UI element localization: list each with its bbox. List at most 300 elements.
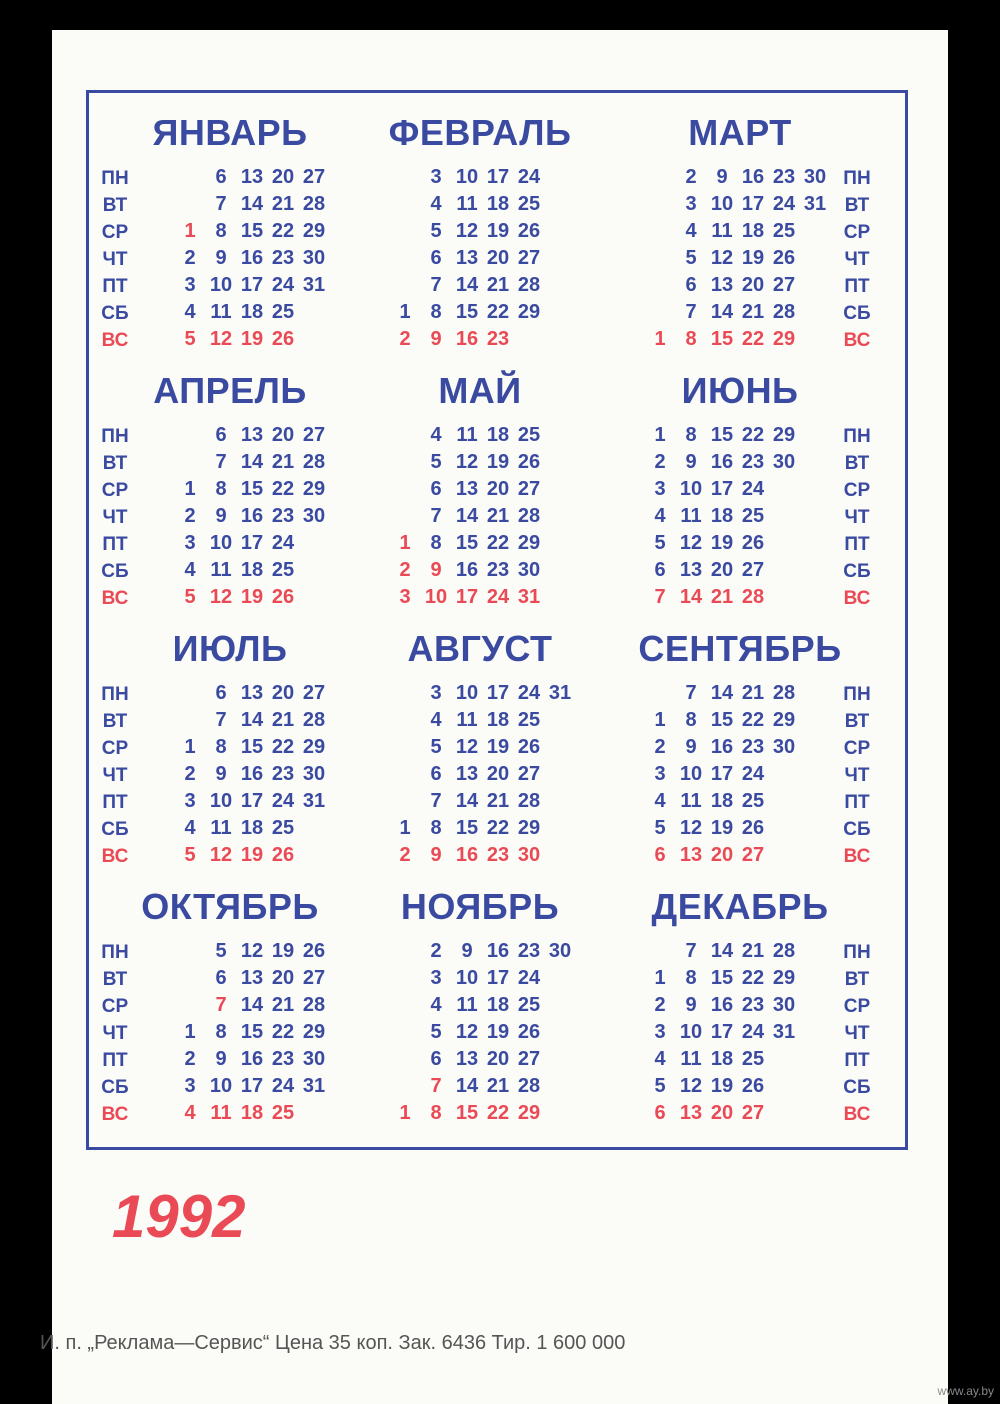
weekday-label: ВС — [843, 846, 871, 867]
day-cell: 18 — [486, 424, 510, 446]
month-name: ФЕВРАЛЬ — [388, 112, 572, 153]
weekday-label: ВС — [101, 846, 129, 867]
day-cell: 4 — [184, 559, 196, 581]
day-cell: 25 — [741, 790, 765, 812]
day-cell: 12 — [209, 586, 233, 608]
day-cell: 20 — [710, 1102, 734, 1124]
day-cell: 7 — [215, 709, 227, 731]
day-cell: 5 — [430, 736, 442, 758]
day-cell: 26 — [517, 220, 541, 242]
day-cell: 14 — [240, 994, 264, 1016]
weekday-label: СР — [843, 996, 871, 1017]
day-cell: 28 — [302, 709, 326, 731]
weekday-label: ВТ — [844, 711, 870, 732]
day-cell: 15 — [455, 1102, 479, 1124]
day-cell: 3 — [184, 1075, 196, 1097]
day-cell: 3 — [685, 193, 697, 215]
day-cell: 25 — [517, 709, 541, 731]
day-cell: 12 — [710, 247, 734, 269]
day-cell: 23 — [271, 763, 295, 785]
day-cell: 26 — [302, 940, 326, 962]
weekday-label: ВС — [843, 588, 871, 609]
month-block — [95, 370, 365, 620]
weekday-label: ПН — [843, 168, 871, 189]
day-cell: 30 — [302, 505, 326, 527]
weekday-label: ПТ — [844, 276, 870, 297]
day-cell: 14 — [240, 709, 264, 731]
day-cell: 6 — [215, 166, 227, 188]
weekday-label: СБ — [101, 1077, 129, 1098]
day-cell: 19 — [710, 1075, 734, 1097]
day-cell: 6 — [215, 424, 227, 446]
day-cell: 20 — [710, 559, 734, 581]
day-cell: 22 — [486, 817, 510, 839]
day-cell: 9 — [685, 994, 697, 1016]
day-cell: 21 — [741, 682, 765, 704]
day-cell: 30 — [548, 940, 572, 962]
day-cell: 27 — [517, 478, 541, 500]
day-cell: 5 — [430, 451, 442, 473]
day-cell: 15 — [455, 817, 479, 839]
day-cell: 26 — [741, 817, 765, 839]
day-cell: 28 — [302, 451, 326, 473]
day-cell: 29 — [772, 709, 796, 731]
day-cell: 2 — [654, 994, 666, 1016]
day-cell: 27 — [741, 844, 765, 866]
day-cell: 9 — [430, 559, 442, 581]
day-cell: 10 — [209, 532, 233, 554]
day-cell: 11 — [456, 193, 478, 215]
day-cell: 3 — [430, 166, 442, 188]
day-cell: 6 — [430, 247, 442, 269]
day-cell: 8 — [215, 736, 227, 758]
day-cell: 25 — [741, 505, 765, 527]
day-cell: 27 — [302, 967, 326, 989]
day-cell: 9 — [215, 247, 227, 269]
day-cell: 14 — [240, 193, 264, 215]
day-cell: 3 — [430, 682, 442, 704]
weekday-label: СР — [843, 222, 871, 243]
day-cell: 23 — [486, 559, 510, 581]
day-cell: 22 — [271, 1021, 295, 1043]
day-cell: 22 — [741, 967, 765, 989]
month-name: АПРЕЛЬ — [153, 370, 307, 411]
day-cell: 13 — [455, 1048, 479, 1070]
day-cell: 13 — [679, 1102, 703, 1124]
day-cell: 2 — [184, 763, 196, 785]
day-cell: 9 — [215, 763, 227, 785]
day-cell: 15 — [710, 709, 734, 731]
day-cell: 13 — [240, 682, 264, 704]
day-cell: 21 — [271, 451, 295, 473]
day-cell: 9 — [430, 328, 442, 350]
day-cell: 11 — [210, 1102, 232, 1124]
day-cell: 26 — [517, 1021, 541, 1043]
day-cell: 7 — [215, 193, 227, 215]
day-cell: 9 — [685, 736, 697, 758]
month-block — [605, 886, 875, 1136]
day-cell: 8 — [215, 220, 227, 242]
day-cell: 6 — [215, 682, 227, 704]
day-cell: 9 — [215, 505, 227, 527]
day-cell: 5 — [184, 328, 196, 350]
day-cell: 15 — [240, 736, 264, 758]
day-cell: 6 — [430, 1048, 442, 1070]
day-cell: 6 — [654, 844, 666, 866]
day-cell: 1 — [184, 478, 196, 500]
day-cell: 4 — [654, 505, 666, 527]
weekday-label: ПТ — [102, 792, 128, 813]
month-block — [95, 628, 365, 878]
day-cell: 10 — [455, 682, 479, 704]
weekday-label: ПТ — [844, 792, 870, 813]
day-cell: 7 — [430, 1075, 442, 1097]
month-name: АВГУСТ — [407, 628, 553, 669]
day-cell: 25 — [271, 301, 295, 323]
day-cell: 23 — [741, 994, 765, 1016]
day-cell: 19 — [240, 586, 264, 608]
day-cell: 4 — [430, 709, 442, 731]
day-cell: 25 — [517, 424, 541, 446]
day-cell: 16 — [710, 994, 734, 1016]
day-cell: 3 — [654, 763, 666, 785]
day-cell: 21 — [271, 709, 295, 731]
day-cell: 24 — [741, 1021, 765, 1043]
day-cell: 23 — [486, 844, 510, 866]
month-block — [605, 370, 875, 620]
weekday-label: ВС — [843, 330, 871, 351]
watermark-text: www.ay.by — [937, 1384, 994, 1398]
day-cell: 17 — [486, 967, 510, 989]
day-cell: 23 — [517, 940, 541, 962]
day-cell: 4 — [685, 220, 697, 242]
day-cell: 20 — [271, 424, 295, 446]
day-cell: 3 — [184, 274, 196, 296]
day-cell: 26 — [517, 451, 541, 473]
day-cell: 19 — [240, 328, 264, 350]
day-cell: 21 — [271, 994, 295, 1016]
day-cell: 27 — [741, 1102, 765, 1124]
weekday-label: СР — [101, 480, 129, 501]
day-cell: 22 — [271, 220, 295, 242]
day-cell: 22 — [741, 424, 765, 446]
day-cell: 5 — [430, 1021, 442, 1043]
month-block — [95, 886, 365, 1136]
day-cell: 23 — [271, 1048, 295, 1070]
day-cell: 29 — [302, 1021, 326, 1043]
day-cell: 2 — [430, 940, 442, 962]
day-cell: 12 — [455, 451, 479, 473]
month-name: ДЕКАБРЬ — [651, 886, 829, 927]
day-cell: 4 — [184, 1102, 196, 1124]
day-cell: 21 — [486, 274, 510, 296]
day-cell: 6 — [430, 478, 442, 500]
day-cell: 30 — [517, 559, 541, 581]
day-cell: 7 — [685, 940, 697, 962]
day-cell: 31 — [302, 274, 326, 296]
day-cell: 17 — [240, 790, 264, 812]
day-cell: 19 — [741, 247, 765, 269]
day-cell: 17 — [455, 586, 479, 608]
weekday-label: ПН — [843, 426, 871, 447]
weekday-label: ЧТ — [102, 1023, 128, 1044]
weekday-label: СР — [101, 222, 129, 243]
day-cell: 24 — [271, 790, 295, 812]
weekday-label: СБ — [101, 303, 129, 324]
day-cell: 17 — [240, 1075, 264, 1097]
day-cell: 18 — [486, 193, 510, 215]
day-cell: 5 — [430, 220, 442, 242]
day-cell: 27 — [517, 763, 541, 785]
day-cell: 3 — [654, 478, 666, 500]
day-cell: 20 — [710, 844, 734, 866]
day-cell: 7 — [654, 586, 666, 608]
day-cell: 10 — [424, 586, 448, 608]
day-cell: 24 — [772, 193, 796, 215]
day-cell: 20 — [486, 247, 510, 269]
day-cell: 22 — [271, 478, 295, 500]
day-cell: 14 — [455, 1075, 479, 1097]
day-cell: 4 — [430, 994, 442, 1016]
weekday-label: ПН — [843, 684, 871, 705]
weekday-label: СР — [843, 480, 871, 501]
day-cell: 22 — [486, 301, 510, 323]
day-cell: 2 — [399, 328, 411, 350]
day-cell: 5 — [184, 844, 196, 866]
day-cell: 16 — [240, 763, 264, 785]
day-cell: 13 — [455, 478, 479, 500]
month-name: ОКТЯБРЬ — [141, 886, 319, 927]
day-cell: 14 — [455, 274, 479, 296]
weekday-label: ЧТ — [844, 765, 870, 786]
weekday-label: ПТ — [844, 1050, 870, 1071]
weekday-label: ПН — [101, 426, 129, 447]
day-cell: 23 — [271, 505, 295, 527]
day-cell: 16 — [240, 1048, 264, 1070]
day-cell: 10 — [679, 1021, 703, 1043]
day-cell: 16 — [455, 844, 479, 866]
day-cell: 16 — [710, 451, 734, 473]
day-cell: 18 — [710, 790, 734, 812]
day-cell: 30 — [803, 166, 827, 188]
day-cell: 1 — [184, 1021, 196, 1043]
day-cell: 10 — [455, 967, 479, 989]
day-cell: 17 — [741, 193, 765, 215]
day-cell: 2 — [654, 736, 666, 758]
day-cell: 29 — [517, 532, 541, 554]
day-cell: 15 — [455, 532, 479, 554]
day-cell: 30 — [517, 844, 541, 866]
day-cell: 16 — [240, 505, 264, 527]
day-cell: 2 — [184, 505, 196, 527]
day-cell: 24 — [271, 1075, 295, 1097]
day-cell: 14 — [455, 790, 479, 812]
day-cell: 20 — [741, 274, 765, 296]
day-cell: 10 — [209, 1075, 233, 1097]
day-cell: 21 — [486, 1075, 510, 1097]
day-cell: 19 — [486, 1021, 510, 1043]
weekday-label: СБ — [843, 819, 871, 840]
day-cell: 9 — [215, 1048, 227, 1070]
day-cell: 13 — [240, 424, 264, 446]
day-cell: 23 — [271, 247, 295, 269]
day-cell: 6 — [215, 967, 227, 989]
day-cell: 13 — [710, 274, 734, 296]
weekday-label: ПН — [101, 684, 129, 705]
day-cell: 4 — [430, 424, 442, 446]
month-block — [605, 112, 875, 362]
weekday-label: ВТ — [844, 195, 870, 216]
weekday-label: ВС — [101, 1104, 129, 1125]
day-cell: 19 — [710, 817, 734, 839]
day-cell: 18 — [486, 994, 510, 1016]
weekday-label: ПТ — [844, 534, 870, 555]
day-cell: 28 — [302, 994, 326, 1016]
day-cell: 22 — [741, 328, 765, 350]
weekday-label: СБ — [101, 561, 129, 582]
day-cell: 23 — [741, 451, 765, 473]
day-cell: 25 — [271, 817, 295, 839]
day-cell: 21 — [741, 940, 765, 962]
day-cell: 29 — [302, 220, 326, 242]
day-cell: 23 — [741, 736, 765, 758]
day-cell: 10 — [679, 478, 703, 500]
day-cell: 1 — [654, 328, 666, 350]
day-cell: 16 — [455, 328, 479, 350]
day-cell: 19 — [240, 844, 264, 866]
day-cell: 11 — [711, 220, 733, 242]
day-cell: 23 — [772, 166, 796, 188]
day-cell: 8 — [685, 709, 697, 731]
day-cell: 26 — [271, 586, 295, 608]
day-cell: 24 — [486, 586, 510, 608]
day-cell: 2 — [685, 166, 697, 188]
day-cell: 17 — [486, 166, 510, 188]
day-cell: 3 — [184, 790, 196, 812]
day-cell: 13 — [240, 967, 264, 989]
month-name: ИЮНЬ — [681, 370, 799, 411]
day-cell: 27 — [741, 559, 765, 581]
weekday-label: ВС — [101, 588, 129, 609]
day-cell: 27 — [517, 1048, 541, 1070]
day-cell: 28 — [772, 940, 796, 962]
day-cell: 31 — [302, 1075, 326, 1097]
day-cell: 4 — [430, 193, 442, 215]
day-cell: 22 — [486, 1102, 510, 1124]
day-cell: 5 — [184, 586, 196, 608]
day-cell: 27 — [772, 274, 796, 296]
day-cell: 11 — [456, 424, 478, 446]
day-cell: 28 — [302, 193, 326, 215]
day-cell: 26 — [741, 1075, 765, 1097]
day-cell: 19 — [486, 220, 510, 242]
day-cell: 29 — [772, 328, 796, 350]
day-cell: 31 — [302, 790, 326, 812]
weekday-label: СБ — [843, 1077, 871, 1098]
day-cell: 16 — [240, 247, 264, 269]
month-name: СЕНТЯБРЬ — [638, 628, 842, 669]
weekday-label: СР — [843, 738, 871, 759]
day-cell: 7 — [215, 451, 227, 473]
weekday-label: СБ — [843, 303, 871, 324]
day-cell: 7 — [215, 994, 227, 1016]
month-name: ЯНВАРЬ — [152, 112, 308, 153]
weekday-label: ЧТ — [844, 249, 870, 270]
day-cell: 24 — [741, 478, 765, 500]
day-cell: 13 — [679, 844, 703, 866]
day-cell: 4 — [184, 301, 196, 323]
day-cell: 27 — [302, 166, 326, 188]
day-cell: 18 — [741, 220, 765, 242]
day-cell: 12 — [679, 1075, 703, 1097]
day-cell: 7 — [685, 301, 697, 323]
day-cell: 11 — [680, 1048, 702, 1070]
weekday-label: ЧТ — [102, 765, 128, 786]
day-cell: 30 — [302, 247, 326, 269]
weekday-label: ЧТ — [102, 507, 128, 528]
day-cell: 28 — [741, 586, 765, 608]
month-block — [345, 112, 615, 362]
day-cell: 17 — [486, 682, 510, 704]
day-cell: 4 — [184, 817, 196, 839]
day-cell: 14 — [710, 301, 734, 323]
weekday-label: СР — [101, 738, 129, 759]
day-cell: 27 — [302, 682, 326, 704]
day-cell: 20 — [486, 478, 510, 500]
day-cell: 4 — [654, 790, 666, 812]
day-cell: 10 — [209, 790, 233, 812]
day-cell: 20 — [271, 682, 295, 704]
day-cell: 3 — [184, 532, 196, 554]
day-cell: 25 — [741, 1048, 765, 1070]
weekday-label: СБ — [101, 819, 129, 840]
day-cell: 14 — [455, 505, 479, 527]
day-cell: 26 — [271, 328, 295, 350]
day-cell: 29 — [517, 1102, 541, 1124]
day-cell: 21 — [741, 301, 765, 323]
day-cell: 10 — [455, 166, 479, 188]
day-cell: 11 — [210, 817, 232, 839]
day-cell: 12 — [455, 1021, 479, 1043]
weekday-label: ПН — [101, 942, 129, 963]
day-cell: 11 — [210, 559, 232, 581]
day-cell: 28 — [517, 274, 541, 296]
month-name: МАРТ — [688, 112, 792, 153]
day-cell: 25 — [517, 193, 541, 215]
day-cell: 26 — [271, 844, 295, 866]
weekday-label: ЧТ — [844, 1023, 870, 1044]
day-cell: 25 — [271, 1102, 295, 1124]
day-cell: 8 — [685, 424, 697, 446]
day-cell: 20 — [486, 1048, 510, 1070]
day-cell: 12 — [209, 844, 233, 866]
day-cell: 16 — [710, 736, 734, 758]
day-cell: 20 — [486, 763, 510, 785]
day-cell: 17 — [710, 1021, 734, 1043]
day-cell: 27 — [517, 247, 541, 269]
month-block — [345, 628, 615, 878]
day-cell: 28 — [772, 301, 796, 323]
day-cell: 13 — [455, 763, 479, 785]
day-cell: 22 — [486, 532, 510, 554]
day-cell: 30 — [302, 763, 326, 785]
day-cell: 22 — [271, 736, 295, 758]
day-cell: 11 — [456, 994, 478, 1016]
day-cell: 18 — [240, 817, 264, 839]
day-cell: 17 — [240, 532, 264, 554]
day-cell: 6 — [430, 763, 442, 785]
day-cell: 5 — [685, 247, 697, 269]
